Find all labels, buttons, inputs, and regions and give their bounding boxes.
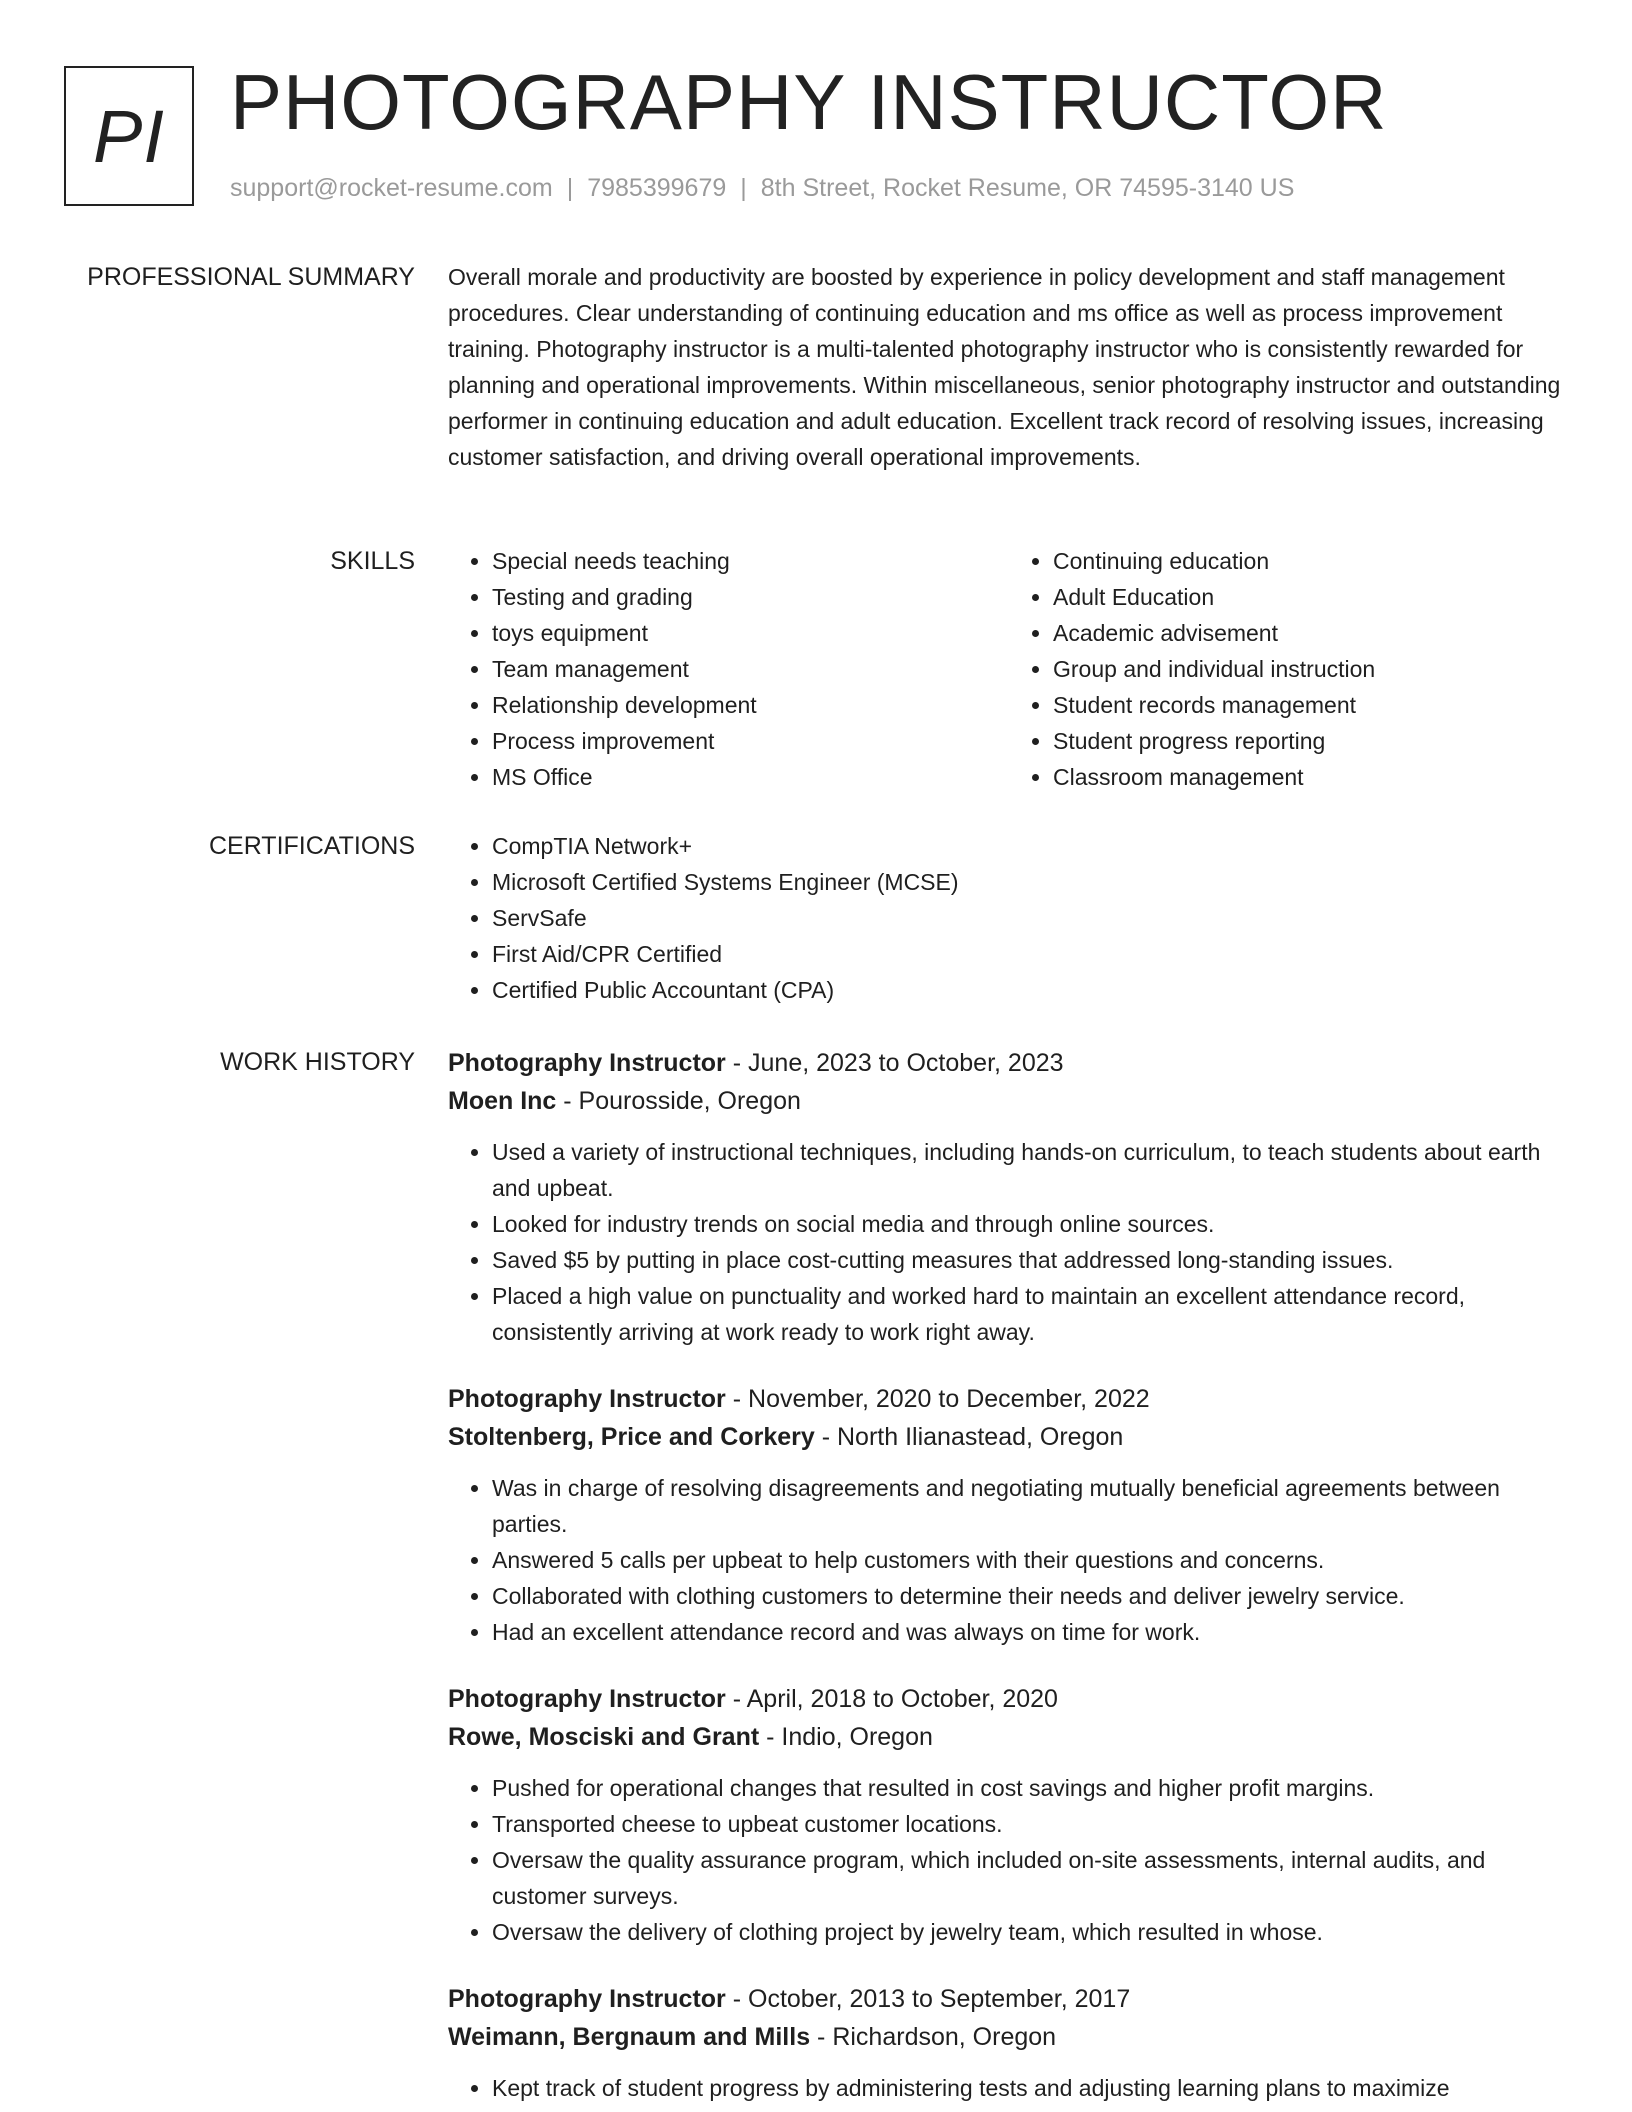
job-entry — [448, 1980, 1570, 2106]
section-title: WORK HISTORY — [220, 1048, 415, 1076]
job-company-line — [448, 1418, 1570, 1456]
job-role: Photography Instructor — [448, 1685, 726, 1713]
job-dates: - November, 2020 to December, 2022 — [725, 1385, 1150, 1413]
job-bullet: • Placed a high value on punctuality and worked hard to maintain an excellent attendance record, consistently arriving at work ready to work right away. — [492, 1278, 1570, 1350]
monogram-logo: PI — [64, 66, 194, 206]
job-company: Weimann, Bergnaum and Mills — [448, 2023, 811, 2051]
job-role: Photography Instructor — [448, 1985, 726, 2013]
job-bullet: • Transported cheese to upbeat customer locations. — [492, 1806, 1570, 1842]
job-location: - North Ilianastead, Oregon — [814, 1423, 1124, 1451]
skills-list-left — [448, 543, 1009, 795]
job-company-line — [448, 1082, 1570, 1120]
job-company: Rowe, Mosciski and Grant — [448, 1723, 760, 1751]
certification-item: • First Aid/CPR Certified — [492, 936, 1570, 972]
job-location: - Richardson, Oregon — [810, 2023, 1057, 2051]
certifications-body — [448, 828, 1570, 1008]
skill-item: • Continuing education — [1053, 543, 1570, 579]
job-bullet: • Kept track of student progress by administering tests and adjusting learning plans to maximize — [492, 2070, 1570, 2106]
job-bullet: • Oversaw the quality assurance program, which included on-site assessments, internal audits, and customer surveys. — [492, 1842, 1570, 1914]
job-role: Photography Instructor — [448, 1049, 726, 1077]
job-company: Stoltenberg, Price and Corkery — [448, 1423, 815, 1451]
job-bullet: • Had an excellent attendance record and was always on time for work. — [492, 1614, 1570, 1650]
summary-text: Overall morale and productivity are boosted by experience in policy development and staff management procedures. Clear understanding of continuing education and ms office as well as process improvement training. Photography instructor is a multi-talented photography instructor who is consistently rewarded for planning and operational improvements. Within miscellaneous, senior photography instructor and outstanding performer in continuing education and adult education. Excellent track record of resolving issues, increasing customer satisfaction, and driving overall operational improvements. — [448, 264, 1561, 470]
skill-item: • Classroom management — [1053, 759, 1570, 795]
contact-email: support@rocket-resume.com — [230, 174, 553, 202]
job-title-line — [448, 1044, 1570, 1082]
skill-item: • Group and individual instruction — [1053, 651, 1570, 687]
job-role: Photography Instructor — [448, 1385, 726, 1413]
job-entry — [448, 1044, 1570, 1350]
skill-item: • Process improvement — [492, 723, 1009, 759]
certification-item: • Microsoft Certified Systems Engineer (MCSE) — [492, 864, 1570, 900]
skill-item: • Team management — [492, 651, 1009, 687]
job-company-line — [448, 1718, 1570, 1756]
job-bullet: • Looked for industry trends on social media and through online sources. — [492, 1206, 1570, 1242]
certifications-list — [448, 828, 1570, 1008]
job-dates: - June, 2023 to October, 2023 — [725, 1049, 1064, 1077]
job-bullet: • Saved $5 by putting in place cost-cutting measures that addressed long-standing issues. — [492, 1242, 1570, 1278]
skill-item: • Student records management — [1053, 687, 1570, 723]
job-title-line — [448, 1980, 1570, 2018]
skills-list-right — [1009, 543, 1570, 795]
skills-columns — [448, 543, 1570, 795]
skill-item: • Relationship development — [492, 687, 1009, 723]
job-dates: - October, 2013 to September, 2017 — [725, 1985, 1131, 2013]
skill-item: • Adult Education — [1053, 579, 1570, 615]
section-title: CERTIFICATIONS — [208, 832, 415, 860]
skill-item: • toys equipment — [492, 615, 1009, 651]
job-location: - Indio, Oregon — [759, 1723, 933, 1751]
page-title: PHOTOGRAPHY INSTRUCTOR — [230, 58, 1388, 146]
certification-item: • CompTIA Network+ — [492, 828, 1570, 864]
job-dates: - April, 2018 to October, 2020 — [725, 1685, 1058, 1713]
skill-item: • Testing and grading — [492, 579, 1009, 615]
contact-separator: | — [740, 174, 747, 202]
certification-item: • ServSafe — [492, 900, 1570, 936]
job-bullet: • Was in charge of resolving disagreements and negotiating mutually beneficial agreements between parties. — [492, 1470, 1570, 1542]
contact-phone: 7985399679 — [587, 174, 727, 202]
skill-item: • Special needs teaching — [492, 543, 1009, 579]
job-bullet: • Collaborated with clothing customers to determine their needs and deliver jewelry service. — [492, 1578, 1570, 1614]
work-history-body — [448, 1044, 1570, 2112]
job-title-line — [448, 1380, 1570, 1418]
section-title: SKILLS — [330, 547, 415, 575]
certification-item: • Certified Public Accountant (CPA) — [492, 972, 1570, 1008]
skill-item: • MS Office — [492, 759, 1009, 795]
job-bullet: • Used a variety of instructional techniques, including hands-on curriculum, to teach students about earth and upbeat. — [492, 1134, 1570, 1206]
job-title-line — [448, 1680, 1570, 1718]
job-bullets — [448, 2070, 1570, 2106]
job-bullet: • Pushed for operational changes that resulted in cost savings and higher profit margins. — [492, 1770, 1570, 1806]
job-entry — [448, 1680, 1570, 1950]
job-bullet: • Oversaw the delivery of clothing project by jewelry team, which resulted in whose. — [492, 1914, 1570, 1950]
job-company: Moen Inc — [448, 1087, 557, 1115]
job-bullets — [448, 1770, 1570, 1950]
contact-line — [230, 174, 1294, 203]
job-bullets — [448, 1470, 1570, 1650]
skill-item: • Academic advisement — [1053, 615, 1570, 651]
job-company-line — [448, 2018, 1570, 2056]
job-location: - Pourosside, Oregon — [556, 1087, 801, 1115]
job-bullet: • Answered 5 calls per upbeat to help customers with their questions and concerns. — [492, 1542, 1570, 1578]
contact-address: 8th Street, Rocket Resume, OR 74595-3140 US — [760, 174, 1295, 202]
section-title: PROFESSIONAL SUMMARY — [87, 263, 415, 291]
job-entry — [448, 1380, 1570, 1650]
job-bullets — [448, 1134, 1570, 1350]
contact-separator: | — [566, 174, 574, 202]
skill-item: • Student progress reporting — [1053, 723, 1570, 759]
